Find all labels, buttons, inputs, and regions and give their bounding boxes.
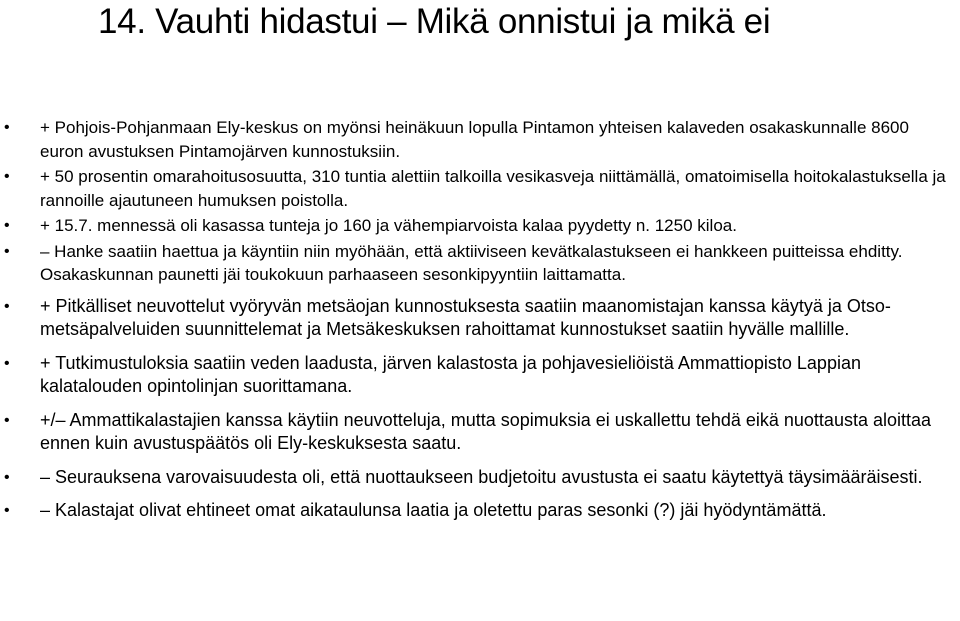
bullet-dot-icon: • (4, 119, 10, 136)
bullet-text: + Pitkälliset neuvottelut vyöryvän metsäojan kunnostuksesta saatiin maanomistajan kanssa käytyä ja Otso-metsäpalveluiden suunnittelemat ja Metsäkeskuksen rahoittamat kunnostukset saatiin hyvälle mallille. (40, 295, 891, 339)
bullet-text: + Tutkimustuloksia saatiin veden laadusta, järven kalastosta ja pohjavesieliöistä Ammattiopisto Lappian kalatalouden opintolinjan suorittamana. (40, 352, 861, 396)
bullet-item (0, 409, 960, 456)
bullet-text: + 15.7. mennessä oli kasassa tunteja jo 160 ja vähempiarvoista kalaa pyydetty n. 1250 kiloa. (40, 216, 737, 235)
bullet-item (0, 352, 960, 399)
bullet-item (0, 499, 960, 523)
slide-title: 14. Vauhti hidastui – Mikä onnistui ja mikä ei (98, 2, 771, 41)
bullet-dot-icon: • (4, 168, 10, 185)
bullet-item (0, 165, 960, 212)
bullet-item (0, 240, 960, 287)
bullet-text: + 50 prosentin omarahoitusosuutta, 310 tuntia alettiin talkoilla vesikasveja niittämällä, omatoimisella hoitokalastuksella ja rannoille ajautuneen humuksen poistolla. (40, 167, 946, 210)
bullet-item (0, 466, 960, 490)
bullet-text: – Kalastajat olivat ehtineet omat aikataulunsa laatia ja oletettu paras sesonki (?) jäi hyödyntämättä. (40, 500, 827, 520)
bullet-text: – Seurauksena varovaisuudesta oli, että nuottaukseen budjetoitu avustusta ei saatu käytettyä täysimääräisesti. (40, 466, 923, 487)
bullet-list (0, 116, 960, 523)
bullet-text: + Pohjois-Pohjanmaan Ely-keskus on myönsi heinäkuun lopulla Pintamon yhteisen kalaveden osakaskunnalle 8600 euron avustuksen Pintamojärven kunnostuksiin. (40, 118, 909, 161)
bullet-dot-icon: • (4, 468, 10, 486)
bullet-dot-icon: • (4, 217, 10, 234)
bullet-text: – Hanke saatiin haettua ja käyntiin niin myöhään, että aktiiviseen kevätkalastukseen ei hankkeen puitteissa ehditty. Osakaskunnan paunetti jäi toukokuun parhaaseen sesonkipyyntiin laittamatta. (40, 241, 903, 284)
bullet-text: +/– Ammattikalastajien kanssa käytiin neuvotteluja, mutta sopimuksia ei uskallettu tehdä eikä nuottausta aloittaa ennen kuin avustuspäätös oli Ely-keskuksesta saatu. (40, 409, 932, 453)
bullet-dot-icon: • (4, 242, 10, 260)
bullet-dot-icon: • (4, 411, 10, 429)
bullet-dot-icon: • (4, 354, 10, 372)
bullet-item (0, 116, 960, 163)
bullet-dot-icon: • (4, 502, 10, 519)
bullet-item (0, 295, 960, 342)
bullet-dot-icon: • (4, 297, 10, 315)
bullet-item (0, 214, 960, 238)
